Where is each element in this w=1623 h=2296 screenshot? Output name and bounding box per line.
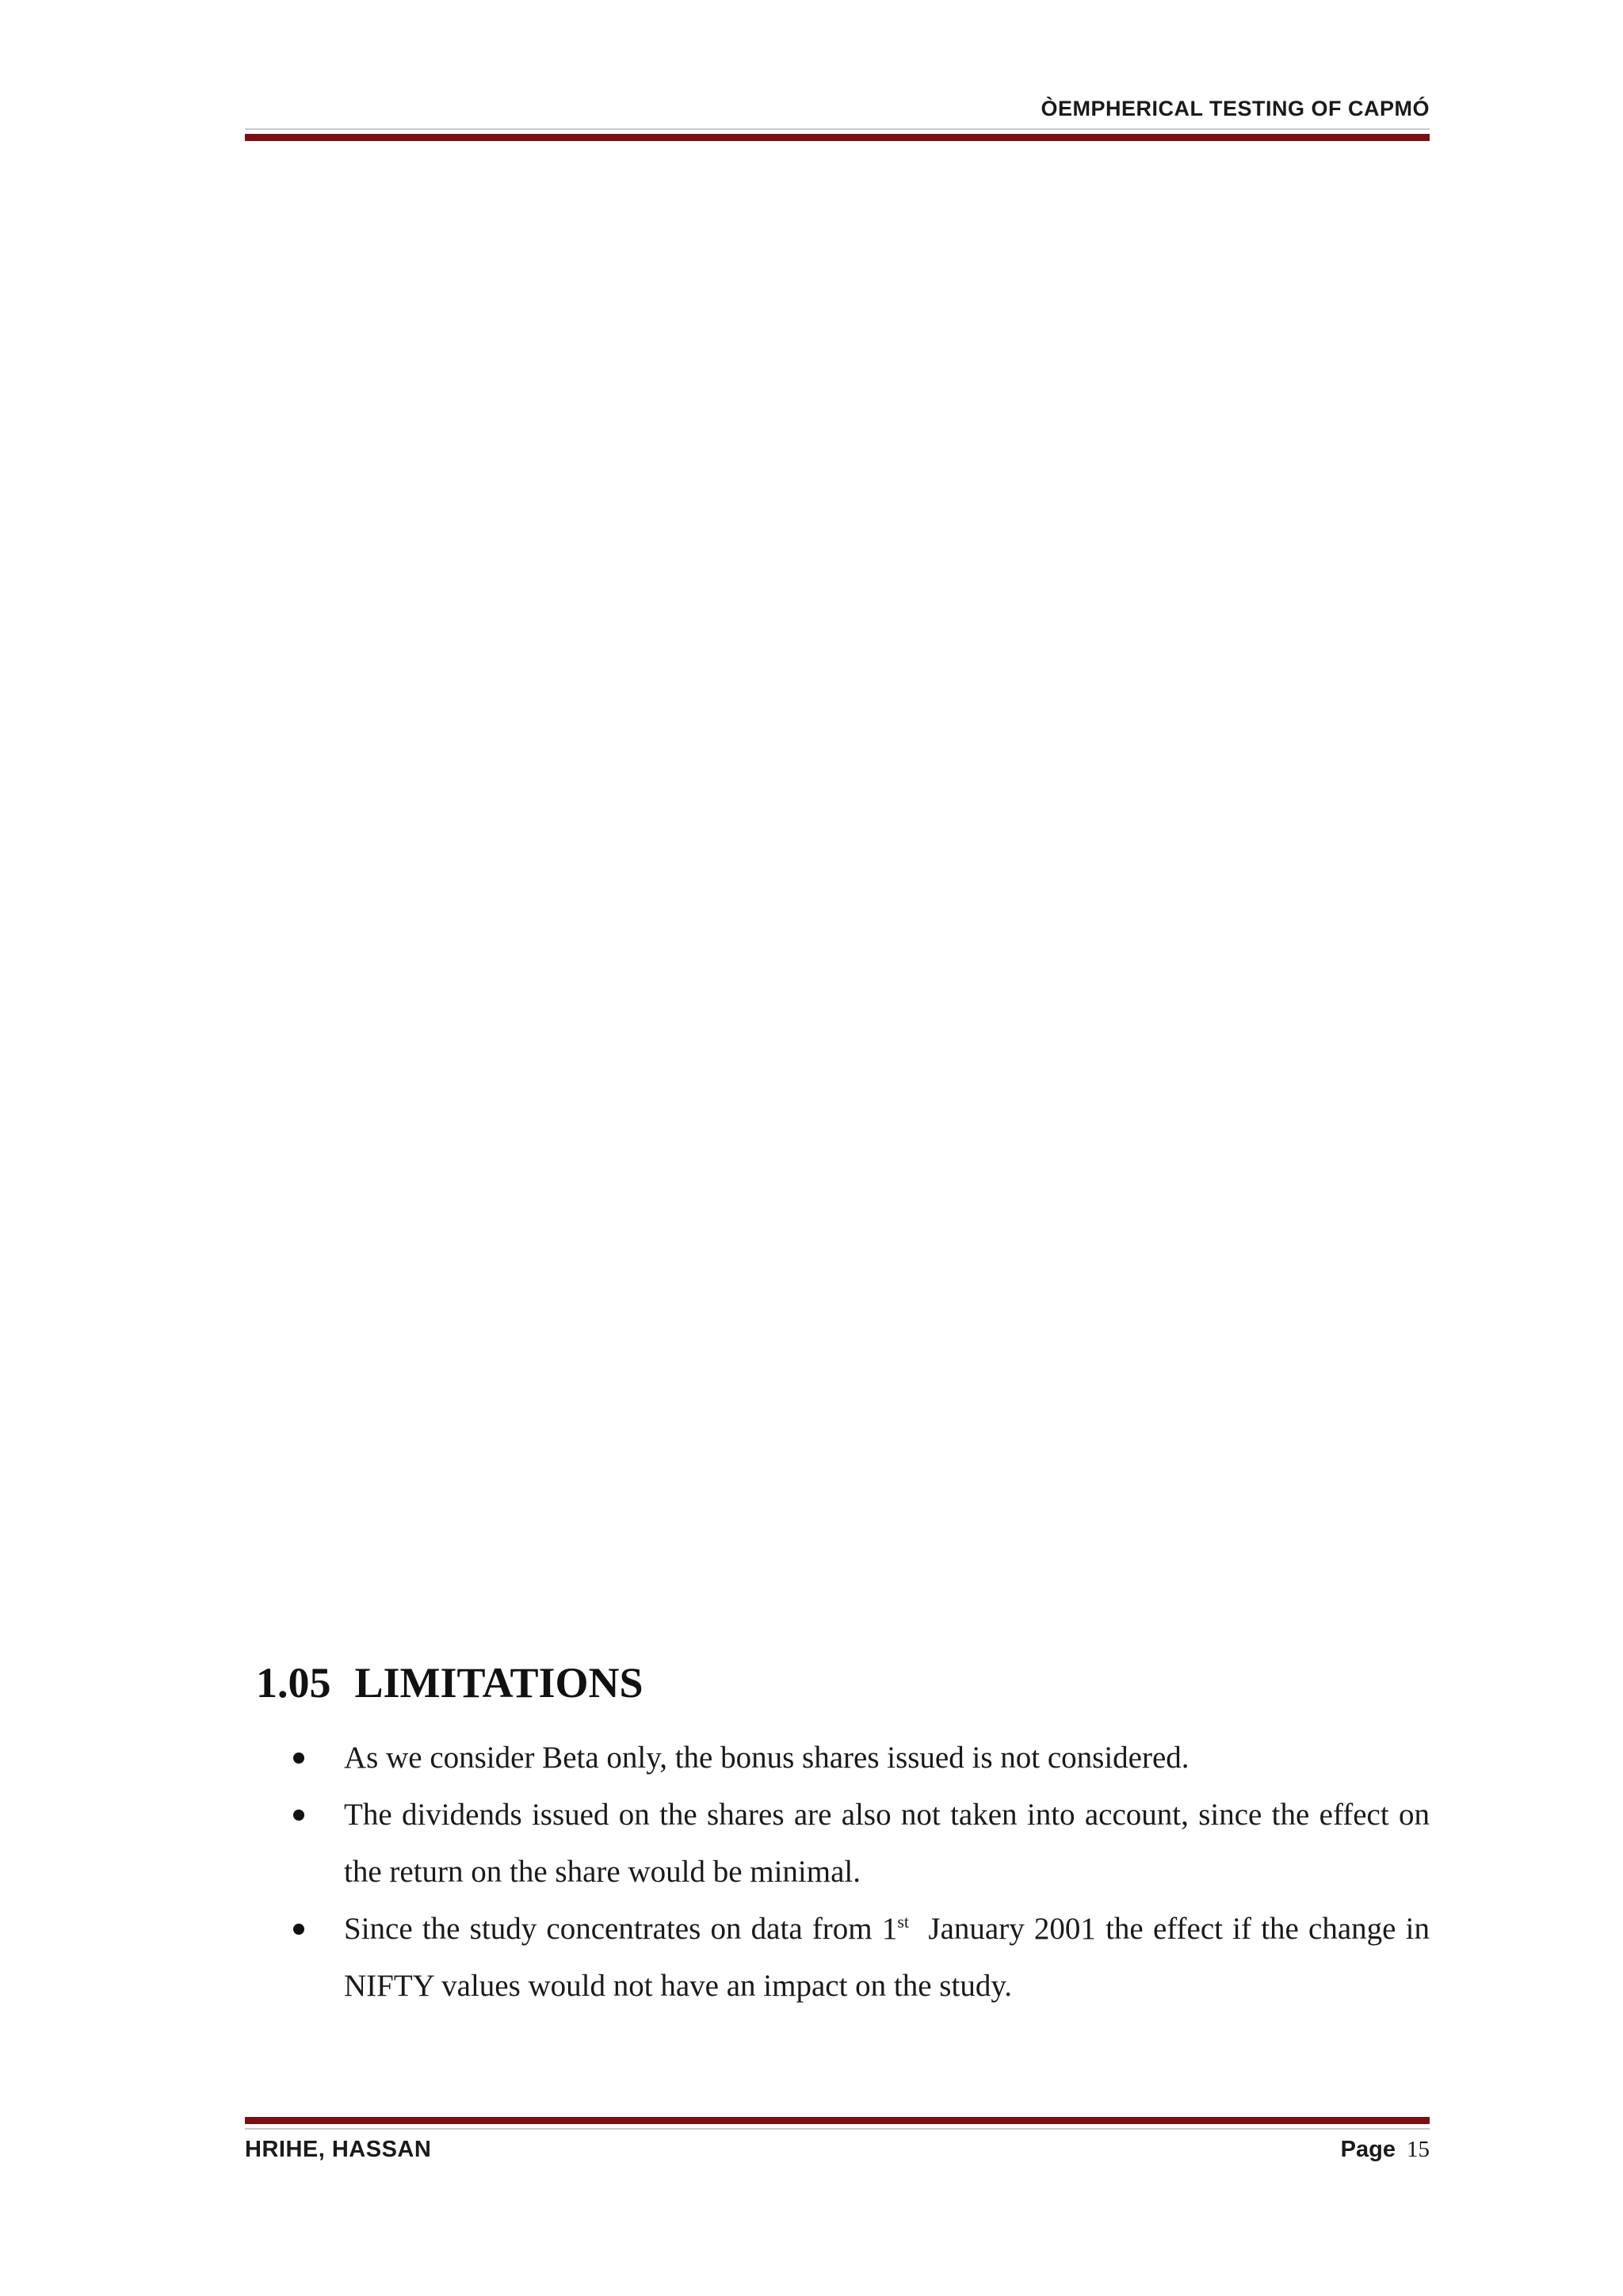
bullet-icon	[293, 1753, 304, 1764]
running-header-title: ÒEMPHERICAL TESTING OF CAPMÓ	[1041, 97, 1430, 120]
list-item	[293, 1730, 1430, 1787]
section-title: LIMITATIONS	[354, 1659, 643, 1707]
header-thin-rule	[245, 128, 1430, 130]
footer-page-indicator	[1341, 2137, 1430, 2163]
list-item	[293, 1901, 1438, 2015]
footer-thin-rule	[245, 2128, 1430, 2130]
list-item-text-end: January 2001 the effect if the change in NIFTY values would not have an impact on the study.	[344, 1912, 1438, 2003]
ordinal-superscript: st	[897, 1912, 910, 1932]
page-label: Page	[1340, 2137, 1396, 2162]
list-item	[293, 1787, 1430, 1901]
bullet-icon	[293, 1924, 304, 1935]
list-item-text-start: Since the study concentrates on data from 1	[344, 1912, 898, 1946]
header-thick-rule	[245, 134, 1430, 141]
list-item-text: The dividends issued on the shares are also not taken into account, since the effect on the return on the share would be minimal.	[344, 1798, 1430, 1889]
footer-author: HRIHE, HASSAN	[245, 2137, 432, 2162]
limitations-list	[293, 1730, 1438, 2015]
footer-thick-rule	[245, 2117, 1430, 2124]
bullet-icon	[293, 1810, 304, 1821]
list-item-text: As we consider Beta only, the bonus shares issued is not considered.	[344, 1741, 1190, 1775]
section-number: 1.05	[256, 1659, 331, 1707]
page-number: 15	[1407, 2137, 1430, 2162]
section-heading	[256, 1658, 643, 1707]
